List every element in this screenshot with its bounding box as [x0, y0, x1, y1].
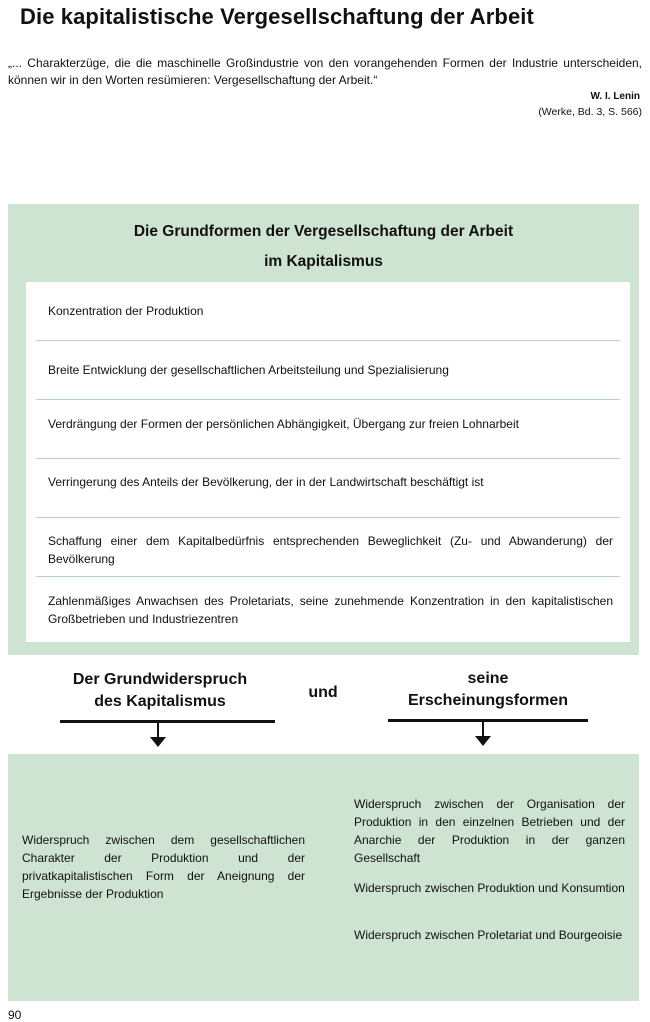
erscheinungsformen-heading: [368, 668, 608, 712]
right-arrow-down-icon: [475, 736, 491, 746]
list-item-konzentration: Konzentration der Produktion: [48, 304, 204, 318]
erscheinungsform-konsumtion: Widerspruch zwischen Produktion und Konsumtion: [354, 881, 625, 895]
erscheinungsform-klassen: Widerspruch zwischen Proletariat und Bourgeoisie: [354, 928, 623, 942]
list-item-beweglichkeit: Schaffung einer dem Kapitalbedürfnis entsprechenden Beweglichkeit (Zu- und Abwanderung) der Bevölkerung: [48, 534, 613, 566]
lenin-quote: „... Charakterzüge, die die maschinelle Großindustrie von den vorangehenden Formen der Industrie unterscheiden, können wir in den Worten resümieren: Vergesellschaftung der Arbeit.“: [8, 56, 642, 87]
left-heading-rule: [60, 720, 275, 723]
list-item-proletariat: Zahlenmäßiges Anwachsen des Proletariats, seine zunehmende Konzentration in den kapitalistischen Großbetrieben und Industriezentren: [48, 594, 613, 626]
panel-title: [8, 217, 639, 277]
right-arrow-stem: [482, 722, 484, 736]
quote-source: (Werke, Bd. 3, S. 566): [538, 106, 642, 118]
grundwiderspruch-box: [8, 754, 340, 1001]
grundwiderspruch-heading-line1: Der Grundwiderspruch: [72, 671, 248, 688]
erscheinungsformen-heading-line2: Erscheinungsformen: [407, 692, 569, 709]
page-number: 90: [8, 1008, 22, 1022]
quote-author: W. I. Lenin: [590, 91, 640, 102]
panel-title-line1: Die Grundformen der Vergesellschaftung der Arbeit: [133, 223, 514, 240]
grundwiderspruch-text: Widerspruch zwischen dem gesellschaftlichen Charakter der Produktion und der privatkapitalistischen Form der Aneignung der Ergebnisse der Produktion: [22, 833, 305, 901]
grundformen-panel: [8, 204, 639, 655]
page-title: Die kapitalistische Vergesellschaftung der Arbeit: [20, 4, 534, 29]
list-item-arbeitsteilung: Breite Entwicklung der gesellschaftlichen Arbeitsteilung und Spezialisierung: [48, 363, 449, 377]
list-divider: [36, 340, 620, 341]
left-arrow-stem: [157, 723, 159, 737]
erscheinungsformen-box: [334, 754, 639, 1001]
grundwiderspruch-heading-line2: des Kapitalismus: [94, 693, 226, 710]
connector-und: und: [308, 684, 338, 701]
right-heading-rule: [388, 719, 588, 722]
erscheinungsformen-heading-line1: seine: [467, 670, 509, 687]
list-divider: [36, 458, 620, 459]
list-divider: [36, 399, 620, 400]
list-item-landwirtschaft: Verringerung des Anteils der Bevölkerung, der in der Landwirtschaft beschäftigt ist: [48, 475, 484, 489]
grundformen-list: [26, 282, 630, 642]
panel-title-line2: im Kapitalismus: [264, 253, 383, 270]
left-arrow-down-icon: [150, 737, 166, 747]
list-divider: [36, 576, 620, 577]
list-item-lohnarbeit: Verdrängung der Formen der persönlichen Abhängigkeit, Übergang zur freien Lohnarbeit: [48, 417, 519, 431]
erscheinungsform-organisation: Widerspruch zwischen der Organisation der Produktion in den einzelnen Betrieben und der Anarchie der Produktion in der ganzen Gesellschaft: [354, 797, 625, 865]
grundwiderspruch-heading: [40, 669, 280, 713]
list-divider: [36, 517, 620, 518]
